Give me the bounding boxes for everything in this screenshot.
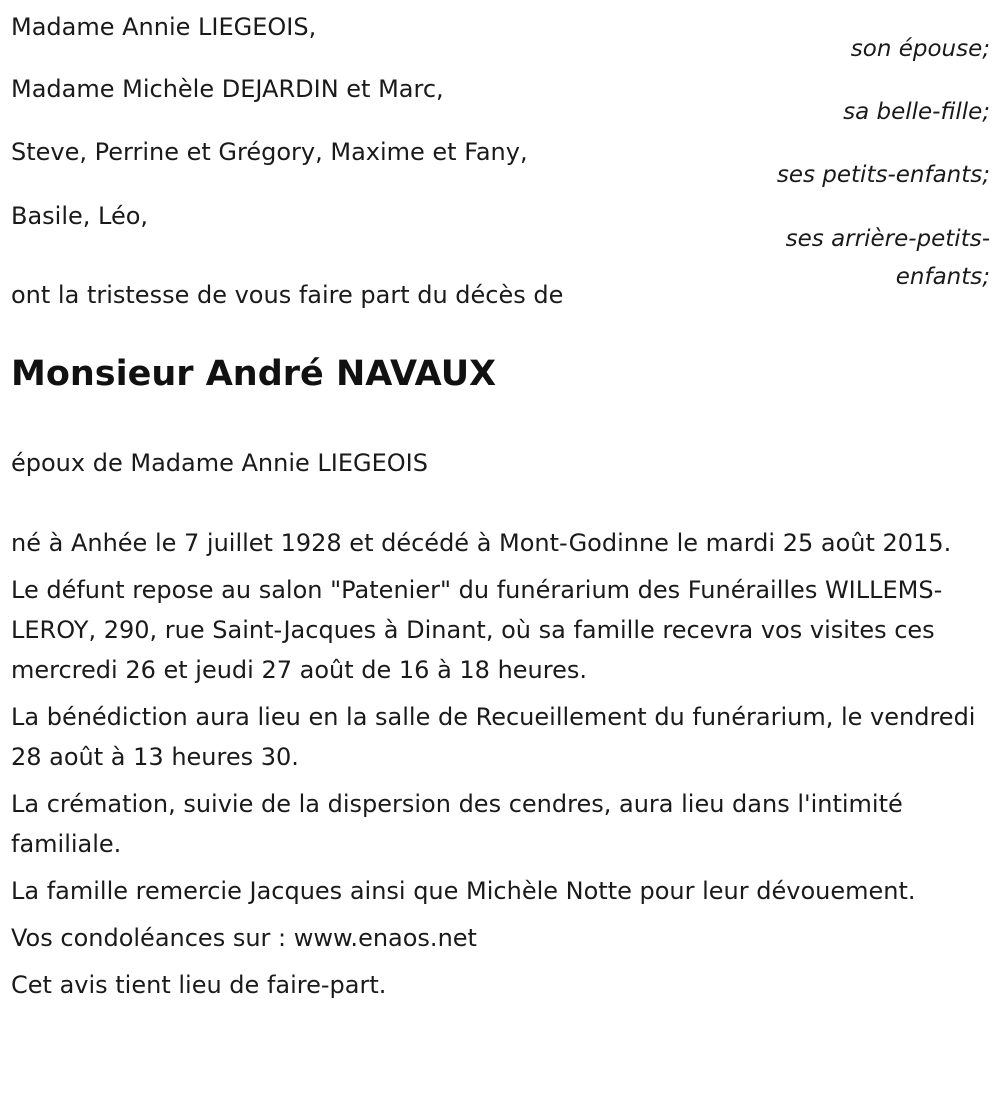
cremation-paragraph: La crémation, suivie de la dispersion des cendres, aura lieu dans l'intimité familiale. <box>11 790 903 858</box>
intro-text: ont la tristesse de vous faire part du décès de <box>11 281 564 309</box>
family-line-daughter-in-law: Madame Michèle DEJARDIN et Marc, <box>11 75 444 103</box>
birth-death-paragraph: né à Anhée le 7 juillet 1928 et décédé à Mont-Godinne le mardi 25 août 2015. <box>11 529 952 557</box>
thanks-paragraph: La famille remercie Jacques ainsi que Michèle Notte pour leur dévouement. <box>11 877 916 905</box>
notice-body <box>11 523 993 1012</box>
condolences-paragraph: Vos condoléances sur : www.enaos.net <box>11 924 477 952</box>
relation-daughter-in-law: sa belle-fille; <box>843 99 990 125</box>
spouse-line: époux de Madame Annie LIEGEOIS <box>11 449 428 477</box>
blessing-paragraph: La bénédiction aura lieu en la salle de Recueillement du funérarium, le vendredi 28 août à 13 heures 30. <box>11 703 976 771</box>
family-line-spouse: Madame Annie LIEGEOIS, <box>11 13 317 41</box>
viewing-paragraph: Le défunt repose au salon "Patenier" du funérarium des Funérailles WILLEMS-LEROY, 290, rue Saint-Jacques à Dinant, où sa famille recevra vos visites ces mercredi 26 et jeudi 27 août de 16 à 18 heures. <box>11 576 943 684</box>
deceased-name: Monsieur André NAVAUX <box>11 354 497 394</box>
relation-great-grandchildren: ses arrière-petits-enfants; <box>785 226 990 290</box>
family-line-great-grandchildren: Basile, Léo, <box>11 202 149 230</box>
closing-paragraph: Cet avis tient lieu de faire-part. <box>11 971 387 999</box>
relation-grandchildren: ses petits-enfants; <box>776 162 990 188</box>
family-line-grandchildren: Steve, Perrine et Grégory, Maxime et Fany, <box>11 138 528 166</box>
relation-spouse: son épouse; <box>850 36 990 62</box>
